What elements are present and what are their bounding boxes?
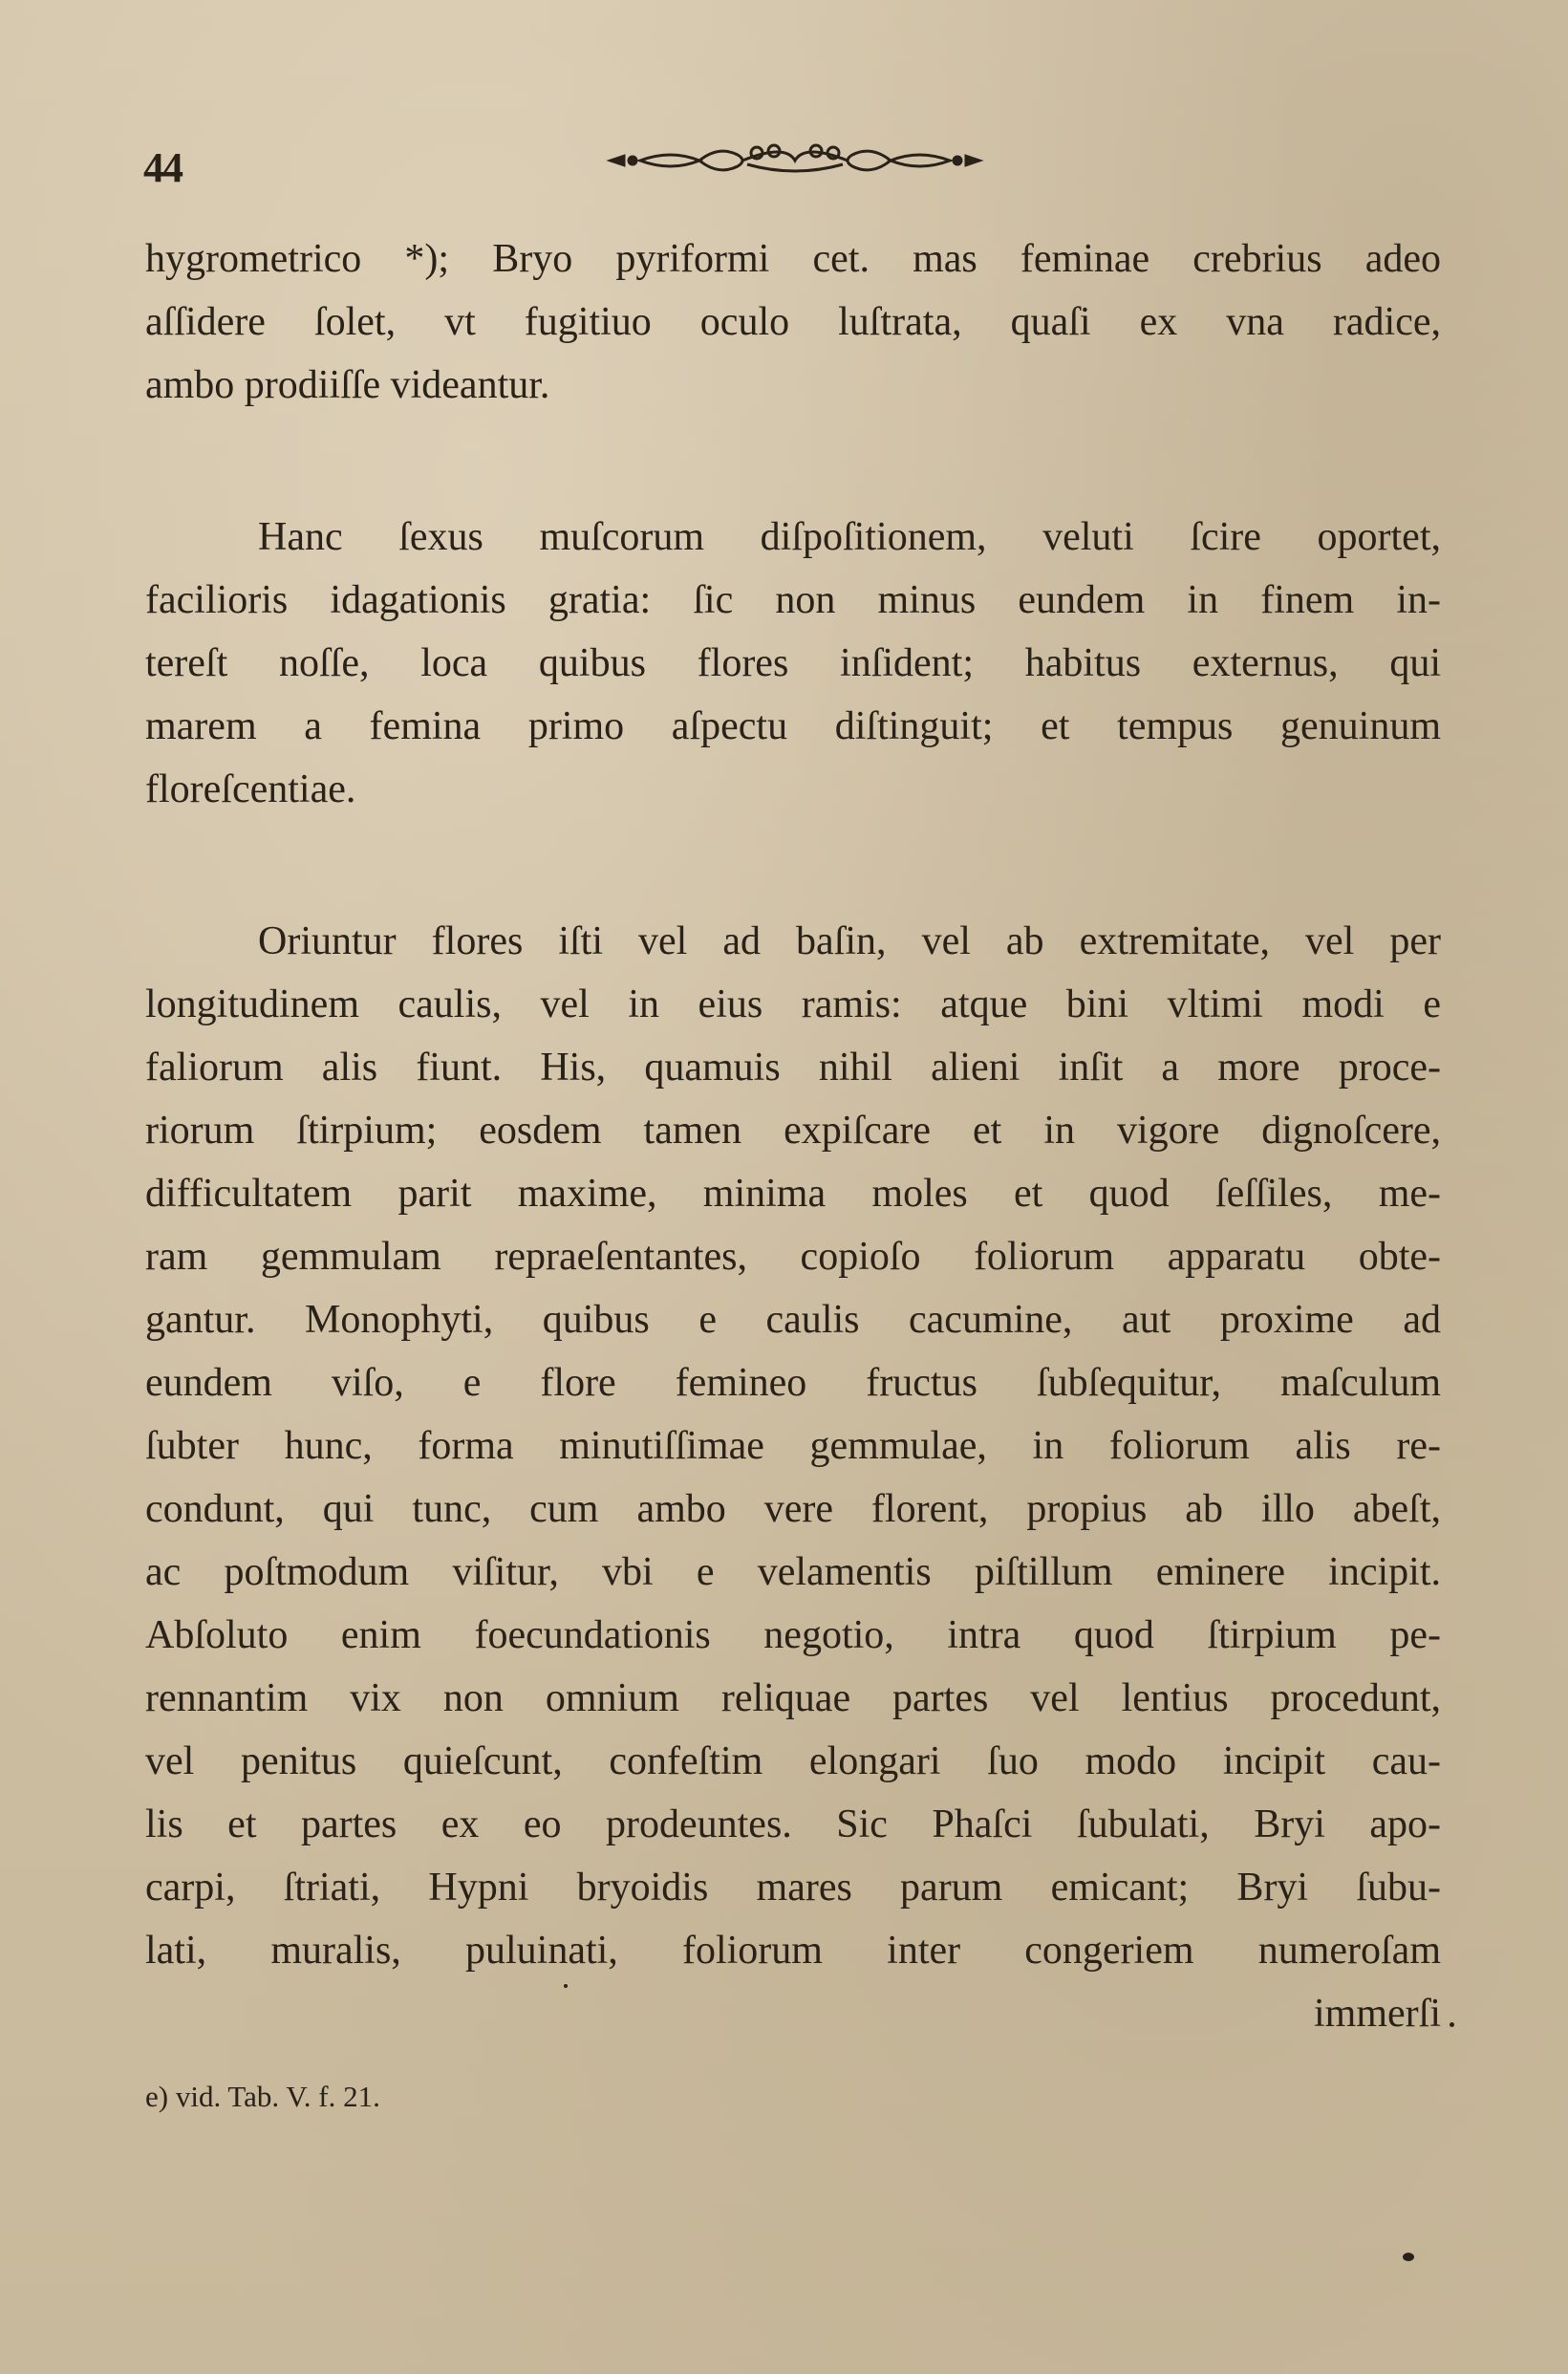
text-line: faliorum alis fiunt. His, quamuis nihil alieni inſit a more proce-	[145, 1046, 1441, 1090]
text-line: tereſt noſſe, loca quibus flores inſident; habitus externus, qui	[145, 641, 1441, 685]
paper-speck	[564, 1984, 568, 1988]
decorative-headpiece-ornament-icon	[604, 140, 986, 182]
text-line: ac poſtmodum viſitur, vbi e velamentis piſtillum eminere incipit.	[145, 1550, 1441, 1594]
text-line: aſſidere ſolet, vt fugitiuo oculo luſtrata, quaſi ex vna radice,	[145, 300, 1441, 344]
text-line: longitudinem caulis, vel in eius ramis: atque bini vltimi modi e	[145, 982, 1441, 1026]
text-line: floreſcentiae.	[145, 767, 356, 811]
text-line: gantur. Monophyti, quibus e caulis cacumine, aut proxime ad	[145, 1298, 1441, 1342]
text-line: ſubter hunc, forma minutiſſimae gemmulae, in foliorum alis re-	[145, 1424, 1441, 1468]
text-line: lati, muralis, puluinati, foliorum inter congeriem numeroſam	[145, 1929, 1441, 1973]
text-line: Oriuntur flores iſti vel ad baſin, vel ab extremitate, vel per	[258, 919, 1441, 963]
text-line: vel penitus quieſcunt, confeſtim elongari ſuo modo incipit cau-	[145, 1739, 1441, 1783]
text-line: eundem viſo, e flore femineo fructus ſubſequitur, maſculum	[145, 1361, 1441, 1405]
text-line: hygrometrico *); Bryo pyriformi cet. mas feminae crebrius adeo	[145, 237, 1441, 281]
text-line: difficultatem parit maxime, minima moles et quod ſeſſiles, me-	[145, 1172, 1441, 1216]
text-line: Hanc ſexus muſcorum diſpoſitionem, veluti ſcire oportet,	[258, 515, 1441, 559]
text-line: ambo prodiiſſe videantur.	[145, 363, 550, 407]
text-line: ram gemmulam repraeſentantes, copioſo foliorum apparatu obte-	[145, 1235, 1441, 1279]
text-line: lis et partes ex eo prodeuntes. Sic Phaſci ſubulati, Bryi apo-	[145, 1802, 1441, 1846]
body-text	[145, 227, 1441, 2045]
paper-speck	[1403, 2253, 1414, 2261]
paper-speck	[1450, 2022, 1454, 2027]
text-line: marem a femina primo aſpectu diſtinguit; et tempus genuinum	[145, 704, 1441, 748]
catchword: immerſi	[1314, 1992, 1441, 2036]
text-line: Abſoluto enim foecundationis negotio, intra quod ſtirpium pe-	[145, 1613, 1441, 1657]
text-line: riorum ſtirpium; eosdem tamen expiſcare et in vigore dignoſcere,	[145, 1109, 1441, 1153]
text-line: rennantim vix non omnium reliquae partes vel lentius procedunt,	[145, 1676, 1441, 1720]
text-line: facilioris idagationis gratia: ſic non minus eundem in finem in-	[145, 578, 1441, 622]
page-number: 44	[143, 144, 182, 191]
text-line: carpi, ſtriati, Hypni bryoidis mares parum emicant; Bryi ſubu-	[145, 1866, 1441, 1910]
text-line: condunt, qui tunc, cum ambo vere florent, propius ab illo abeſt,	[145, 1487, 1441, 1531]
footnote: e) vid. Tab. V. f. 21.	[145, 2080, 380, 2113]
